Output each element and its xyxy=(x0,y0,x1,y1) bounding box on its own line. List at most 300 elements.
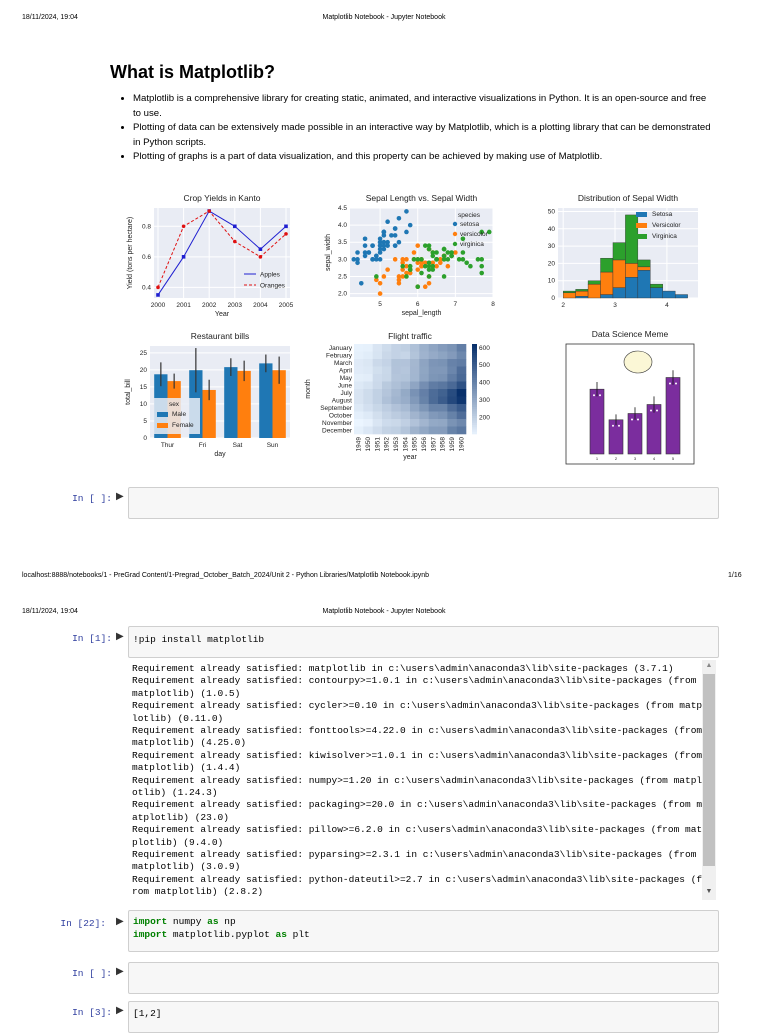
bullet-item: • Plotting of graphs is a part of data visualization, and this property can be achieved by making use of Matplotlib. xyxy=(133,150,713,165)
heatmap-cell xyxy=(447,382,457,390)
heatmap-cell xyxy=(457,359,467,367)
output-line: matplotlib) (4.25.0) xyxy=(132,737,247,749)
colorbar-segment xyxy=(472,369,477,372)
hist-bar-virginica xyxy=(576,289,588,291)
heatmap-cell xyxy=(391,397,401,405)
heatmap-cell xyxy=(438,367,448,375)
output-line: Requirement already satisfied: pyparsing>=2.3.1 in c:\users\admin\anaconda3\lib\site-packages (from xyxy=(132,849,697,860)
heatmap-cell xyxy=(391,367,401,375)
heatmap-cell xyxy=(429,367,439,375)
hist-bar-virginica xyxy=(563,291,575,293)
heatmap-cell xyxy=(363,412,373,420)
colorbar-segment xyxy=(472,344,477,347)
output-line: lotlib) (0.11.0) xyxy=(132,712,224,724)
y-tick-label: March xyxy=(333,360,352,367)
y-tick-label: October xyxy=(328,412,352,420)
keyword: import xyxy=(133,928,168,940)
run-cell-icon[interactable]: ▶ xyxy=(116,491,124,502)
heatmap-cell xyxy=(401,352,411,360)
output-line: matplotlib) (3.0.9) xyxy=(132,861,241,873)
hist-bar-virginica xyxy=(613,243,625,260)
y-tick-label: 0.6 xyxy=(141,253,151,261)
legend-label: setosa xyxy=(460,221,480,228)
meme-eye xyxy=(650,410,652,412)
meme-eye xyxy=(669,383,671,385)
heatmap-cell xyxy=(410,419,420,427)
code-text: !pip install matplotlib xyxy=(133,634,265,645)
meme-eye xyxy=(599,394,601,396)
heatmap-cell xyxy=(354,404,364,412)
scatter-point xyxy=(404,274,409,279)
colorbar-segment xyxy=(472,382,477,385)
scatter-point xyxy=(468,264,473,269)
code-cell-input[interactable] xyxy=(128,962,719,994)
heatmap-cell xyxy=(438,389,448,397)
x-tick-label: 1953 xyxy=(393,437,400,452)
heatmap-cell xyxy=(373,374,383,382)
heatmap-cell xyxy=(391,427,401,435)
heatmap-cell xyxy=(391,374,401,382)
colorbar-segment xyxy=(472,376,477,379)
scatter-point xyxy=(378,291,383,296)
heatmap-cell xyxy=(419,412,429,420)
x-tick-label: 5 xyxy=(378,301,382,308)
heatmap-cell xyxy=(447,367,457,375)
data-point xyxy=(182,225,186,229)
y-tick-label: 5 xyxy=(143,417,147,425)
cell-output xyxy=(128,660,704,903)
scatter-point xyxy=(430,254,435,259)
meme-eye xyxy=(612,425,614,427)
scatter-point xyxy=(479,264,484,269)
scatter-point xyxy=(359,281,364,286)
heatmap-cell xyxy=(429,344,439,352)
heatmap-cell xyxy=(438,382,448,390)
data-point xyxy=(207,209,211,213)
print-title: Matplotlib Notebook - Jupyter Notebook xyxy=(322,608,446,615)
output-line: plotlib) (9.4.0) xyxy=(132,836,224,848)
heatmap-cell xyxy=(382,367,392,375)
scatter-point xyxy=(404,230,409,235)
scatter-point xyxy=(393,243,398,248)
scatter-point xyxy=(378,281,383,286)
legend-swatch xyxy=(157,412,168,417)
heatmap-cell xyxy=(354,382,364,390)
heatmap-cell xyxy=(447,427,457,435)
x-tick-label: 1 xyxy=(595,456,599,461)
x-tick-label: 3 xyxy=(613,302,617,309)
colorbar-segment xyxy=(472,371,477,374)
colorbar-segment xyxy=(472,405,477,408)
scatter-point xyxy=(393,226,398,231)
heatmap-cell xyxy=(410,352,420,360)
output-line: Requirement already satisfied: matplotlib in c:\users\admin\anaconda3\lib\site-packages (3.7.1) xyxy=(132,663,674,674)
scatter-point xyxy=(374,274,379,279)
x-tick-label: 2002 xyxy=(201,302,217,309)
hist-bar-setosa xyxy=(650,288,662,298)
y-tick-label: 20 xyxy=(547,260,555,268)
hist-bar-setosa xyxy=(576,296,588,298)
x-tick-label: 6 xyxy=(415,301,420,308)
x-tick-label: 1960 xyxy=(458,437,466,452)
code-cell-input[interactable] xyxy=(128,626,719,658)
output-line: rom matplotlib) (2.8.2) xyxy=(132,886,264,898)
legend-label: Male xyxy=(172,411,187,418)
legend-label: Versicolor xyxy=(652,222,681,229)
chart-title: Data Science Meme xyxy=(591,329,669,339)
legend-swatch xyxy=(636,212,647,217)
y-tick-label: January xyxy=(328,345,352,352)
print-page-number: 1/16 xyxy=(728,572,742,579)
heatmap-cell xyxy=(419,367,429,375)
code-text xyxy=(133,916,310,941)
scatter-point xyxy=(442,257,447,262)
colorbar-segment xyxy=(472,425,477,428)
heatmap-cell xyxy=(447,397,457,405)
scatter-point xyxy=(355,257,360,262)
heatmap-cell xyxy=(401,374,411,382)
heatmap-cell xyxy=(457,419,467,427)
colorbar-segment xyxy=(472,364,477,367)
heatmap-cell xyxy=(354,427,364,435)
meme-eye xyxy=(593,394,595,396)
colorbar-segment xyxy=(472,358,477,361)
hist-bar-versicolor xyxy=(613,260,625,288)
colorbar-segment xyxy=(472,423,477,426)
colorbar-segment xyxy=(472,394,477,397)
run-cell-icon[interactable]: ▶ xyxy=(116,966,124,977)
x-tick-label: 1954 xyxy=(402,437,410,452)
x-tick-label: 2 xyxy=(561,302,565,309)
heatmap-cell xyxy=(457,412,467,420)
heatmap-cell xyxy=(429,419,439,427)
scatter-point xyxy=(427,264,432,269)
scroll-down-icon[interactable]: ▼ xyxy=(705,888,713,895)
heatmap-cell xyxy=(391,389,401,397)
legend-swatch xyxy=(453,222,457,226)
heatmap-cell xyxy=(391,419,401,427)
cell-prompt: In [22]: xyxy=(60,918,106,929)
colorbar-segment xyxy=(472,387,477,390)
heatmap-cell xyxy=(419,397,429,405)
y-tick-label: 0 xyxy=(143,435,147,442)
heatmap-cell xyxy=(438,344,448,352)
hist-bar-versicolor xyxy=(588,284,600,298)
colorbar-segment xyxy=(472,421,477,424)
meme-eye xyxy=(637,419,639,421)
heatmap-cell xyxy=(354,419,364,427)
data-point xyxy=(182,255,186,259)
scatter-point xyxy=(397,216,402,221)
y-tick-label: November xyxy=(322,420,352,427)
scatter-point xyxy=(408,223,413,228)
hist-bar-virginica xyxy=(625,215,637,263)
keyword: as xyxy=(207,916,219,927)
heatmap-cell xyxy=(382,344,392,352)
heatmap-cell xyxy=(438,427,448,435)
scatter-point xyxy=(355,250,360,255)
x-tick-label: 2004 xyxy=(253,302,268,309)
scatter-point xyxy=(389,233,394,238)
heatmap-cell xyxy=(438,374,448,382)
heatmap-cell xyxy=(401,404,411,412)
colorbar-segment xyxy=(472,385,477,388)
scroll-thumb[interactable] xyxy=(703,674,715,866)
heatmap-cell xyxy=(457,344,467,352)
heatmap-cell xyxy=(391,412,401,420)
colorbar-segment xyxy=(472,360,477,363)
output-line: Requirement already satisfied: numpy>=1.20 in c:\users\admin\anaconda3\lib\site-packages (from matpl xyxy=(132,774,703,786)
x-tick-label: 1952 xyxy=(383,437,391,452)
colorbar-segment xyxy=(472,367,477,370)
scatter-point xyxy=(446,264,451,269)
x-tick-label: 2003 xyxy=(227,302,243,309)
legend-label: Female xyxy=(172,422,194,429)
scatter-point xyxy=(427,281,432,286)
heatmap-cell xyxy=(382,397,392,405)
cell-prompt: In [1]: xyxy=(72,633,112,644)
colorbar-segment xyxy=(472,416,477,419)
x-tick-label: 2000 xyxy=(150,302,166,309)
heatmap-cell xyxy=(373,419,383,427)
y-tick-label: July xyxy=(340,390,352,397)
heatmap-cell xyxy=(363,344,373,352)
y-tick-label: 2.0 xyxy=(337,290,347,298)
heatmap-cell xyxy=(401,389,411,397)
scatter-point xyxy=(378,240,383,245)
heatmap-cell xyxy=(373,404,383,412)
y-tick-label: 30 xyxy=(547,243,555,251)
heatmap-cell xyxy=(410,382,420,390)
x-axis-label: Year xyxy=(214,311,230,318)
heatmap-cell xyxy=(401,359,411,367)
scatter-point xyxy=(382,274,387,279)
scatter-point xyxy=(370,257,375,262)
scatter-point xyxy=(442,247,447,252)
speech-bubble xyxy=(624,351,652,373)
scatter-point xyxy=(370,243,375,248)
heatmap-cell xyxy=(410,367,420,375)
y-tick-label: 3.0 xyxy=(337,256,347,264)
y-tick-label: 4.0 xyxy=(337,222,347,230)
heatmap-cell xyxy=(354,397,364,405)
heatmap-cell xyxy=(382,374,392,382)
scatter-point xyxy=(404,209,409,214)
x-tick-label: 4 xyxy=(652,456,656,461)
scatter-point xyxy=(408,267,413,272)
scatter-point xyxy=(446,250,451,255)
y-tick-label: 25 xyxy=(139,349,147,357)
run-cell-icon[interactable]: ▶ xyxy=(116,1005,124,1016)
y-tick-label: 3.5 xyxy=(337,239,347,247)
x-tick-label: 1956 xyxy=(421,437,428,452)
heatmap-cell xyxy=(419,359,429,367)
heatmap-cell xyxy=(457,374,467,382)
heatmap-cell xyxy=(354,344,364,352)
y-tick-label: February xyxy=(325,352,352,360)
y-tick-label: 2.5 xyxy=(337,273,347,281)
colorbar-segment xyxy=(472,373,477,376)
legend-swatch xyxy=(157,423,168,428)
run-cell-icon[interactable]: ▶ xyxy=(116,916,124,927)
chart-title: Distribution of Sepal Width xyxy=(577,193,679,203)
heatmap-cell xyxy=(447,359,457,367)
heatmap-cell xyxy=(447,374,457,382)
colorbar-tick-label: 200 xyxy=(479,414,490,422)
x-tick-label: Fri xyxy=(198,442,207,449)
scatter-point xyxy=(461,257,466,262)
heatmap-cell xyxy=(457,404,467,412)
y-axis-label: sepal_width xyxy=(325,234,332,271)
heatmap-cell xyxy=(391,404,401,412)
code-cell-input[interactable] xyxy=(128,487,719,519)
heatmap-cell xyxy=(429,412,439,420)
data-point xyxy=(284,232,288,236)
scatter-point xyxy=(412,250,417,255)
page-heading: What is Matplotlib? xyxy=(110,62,275,82)
code-cell-input[interactable] xyxy=(128,910,719,952)
output-line: matplotlib) (1.0.5) xyxy=(132,687,241,699)
cell-prompt: In [3]: xyxy=(72,1007,112,1018)
x-tick-label: 7 xyxy=(453,301,458,308)
heatmap-cell xyxy=(382,419,392,427)
hist-bar-setosa xyxy=(663,291,675,298)
heatmap-cell xyxy=(438,419,448,427)
x-tick-label: Sat xyxy=(232,442,243,449)
cell-prompt: In [ ]: xyxy=(72,493,112,504)
colorbar-segment xyxy=(472,346,477,349)
heatmap-cell xyxy=(373,382,383,390)
meme-bar xyxy=(666,378,680,455)
heatmap-cell xyxy=(373,359,383,367)
colorbar-tick-label: 600 xyxy=(479,344,490,352)
heatmap-cell xyxy=(373,397,383,405)
output-line: Requirement already satisfied: pillow>=6.2.0 in c:\users\admin\anaconda3\lib\site-packages (from mat xyxy=(132,824,703,836)
heatmap-cell xyxy=(382,359,392,367)
colorbar-segment xyxy=(472,400,477,403)
data-point xyxy=(259,247,263,251)
output-line: Requirement already satisfied: kiwisolver>=1.0.1 in c:\users\admin\anaconda3\lib\site-packages (from xyxy=(132,749,703,761)
heatmap-cell xyxy=(438,397,448,405)
heatmap-cell xyxy=(354,374,364,382)
print-url: localhost:8888/notebooks/1 - PreGrad Content/1-Pregrad_October_Batch_2024/Unit 2 - Python Libraries/Matplotlib Notebook.ipynb xyxy=(22,572,430,579)
heatmap-cell xyxy=(363,352,373,360)
bullet-item: • Matplotlib is a comprehensive library for creating static, animated, and interactive visualizations in Python. It is an open-source and free to use. xyxy=(133,92,713,121)
heatmap-cell xyxy=(382,404,392,412)
y-tick-label: 0 xyxy=(551,295,555,302)
chart-title: Crop Yields in Kanto xyxy=(183,193,261,203)
meme-bar xyxy=(590,389,604,454)
colorbar-tick-label: 400 xyxy=(479,379,490,387)
scatter-point xyxy=(423,243,428,248)
x-tick-label: 1951 xyxy=(374,437,382,452)
heatmap-cell xyxy=(457,389,467,397)
legend-label: Oranges xyxy=(260,282,285,290)
legend-label: Setosa xyxy=(652,211,673,218)
heatmap-cell xyxy=(373,367,383,375)
y-tick-label: August xyxy=(331,397,352,405)
data-point xyxy=(156,286,160,290)
colorbar-segment xyxy=(472,403,477,406)
legend-swatch xyxy=(636,234,647,239)
heatmap-cell xyxy=(419,352,429,360)
heatmap-cell xyxy=(354,412,364,420)
output-scrollbar[interactable] xyxy=(702,660,716,900)
colorbar-segment xyxy=(472,380,477,383)
heatmap-cell xyxy=(429,427,439,435)
y-tick-label: April xyxy=(338,367,352,375)
heatmap-cell xyxy=(419,374,429,382)
chart-title: Flight traffic xyxy=(388,331,432,341)
heatmap-cell xyxy=(419,427,429,435)
scroll-up-icon[interactable]: ▲ xyxy=(705,662,713,669)
colorbar-segment xyxy=(472,355,477,358)
y-axis-label: total_bill xyxy=(125,379,132,405)
x-tick-label: 1958 xyxy=(439,437,447,452)
scatter-point xyxy=(415,243,420,248)
legend-swatch xyxy=(636,223,647,228)
heatmap-cell xyxy=(438,359,448,367)
heatmap-cell xyxy=(382,352,392,360)
hist-bar-virginica xyxy=(588,281,600,284)
colorbar-segment xyxy=(472,362,477,365)
y-tick-label: September xyxy=(320,405,352,412)
colorbar-segment xyxy=(472,378,477,381)
hist-bar-setosa xyxy=(613,288,625,298)
heatmap-cell xyxy=(373,389,383,397)
data-point xyxy=(284,225,288,229)
x-tick-label: 1949 xyxy=(355,437,363,452)
run-cell-icon[interactable]: ▶ xyxy=(116,631,124,642)
heatmap-cell xyxy=(419,382,429,390)
scatter-point xyxy=(415,284,420,289)
colorbar-segment xyxy=(472,430,477,433)
heatmap-cell xyxy=(401,427,411,435)
heatmap-cell xyxy=(410,397,420,405)
code-cell-input[interactable] xyxy=(128,1001,719,1033)
code-token: matplotlib.pyplot xyxy=(167,928,276,940)
bullet-list xyxy=(113,92,713,165)
scatter-point xyxy=(393,257,398,262)
y-tick-label: 15 xyxy=(139,383,147,391)
heatmap-cell xyxy=(354,352,364,360)
y-tick-label: June xyxy=(337,382,352,390)
scatter-point xyxy=(385,219,390,224)
heatmap-cell xyxy=(447,404,457,412)
heatmap-cell xyxy=(382,412,392,420)
heatmap-cell xyxy=(429,389,439,397)
y-tick-label: 0.4 xyxy=(141,284,151,292)
x-axis-label: day xyxy=(214,451,226,458)
heatmap-cell xyxy=(429,352,439,360)
legend-label: Apples xyxy=(260,271,280,279)
meme-chart xyxy=(566,329,694,464)
chart-title: Restaurant bills xyxy=(190,331,250,341)
colorbar-segment xyxy=(472,412,477,415)
hist-bar-setosa xyxy=(638,270,650,298)
heatmap-cell xyxy=(363,427,373,435)
scatter-point xyxy=(363,237,368,242)
x-tick-label: 1957 xyxy=(430,437,438,452)
data-point xyxy=(233,240,237,244)
scatter-point xyxy=(363,243,368,248)
heatmap-cell xyxy=(363,374,373,382)
x-tick-label: 2005 xyxy=(278,302,294,309)
meme-eye xyxy=(631,419,633,421)
matplotlib-gallery xyxy=(110,186,710,468)
heatmap-cell xyxy=(419,389,429,397)
heatmap-cell xyxy=(363,404,373,412)
